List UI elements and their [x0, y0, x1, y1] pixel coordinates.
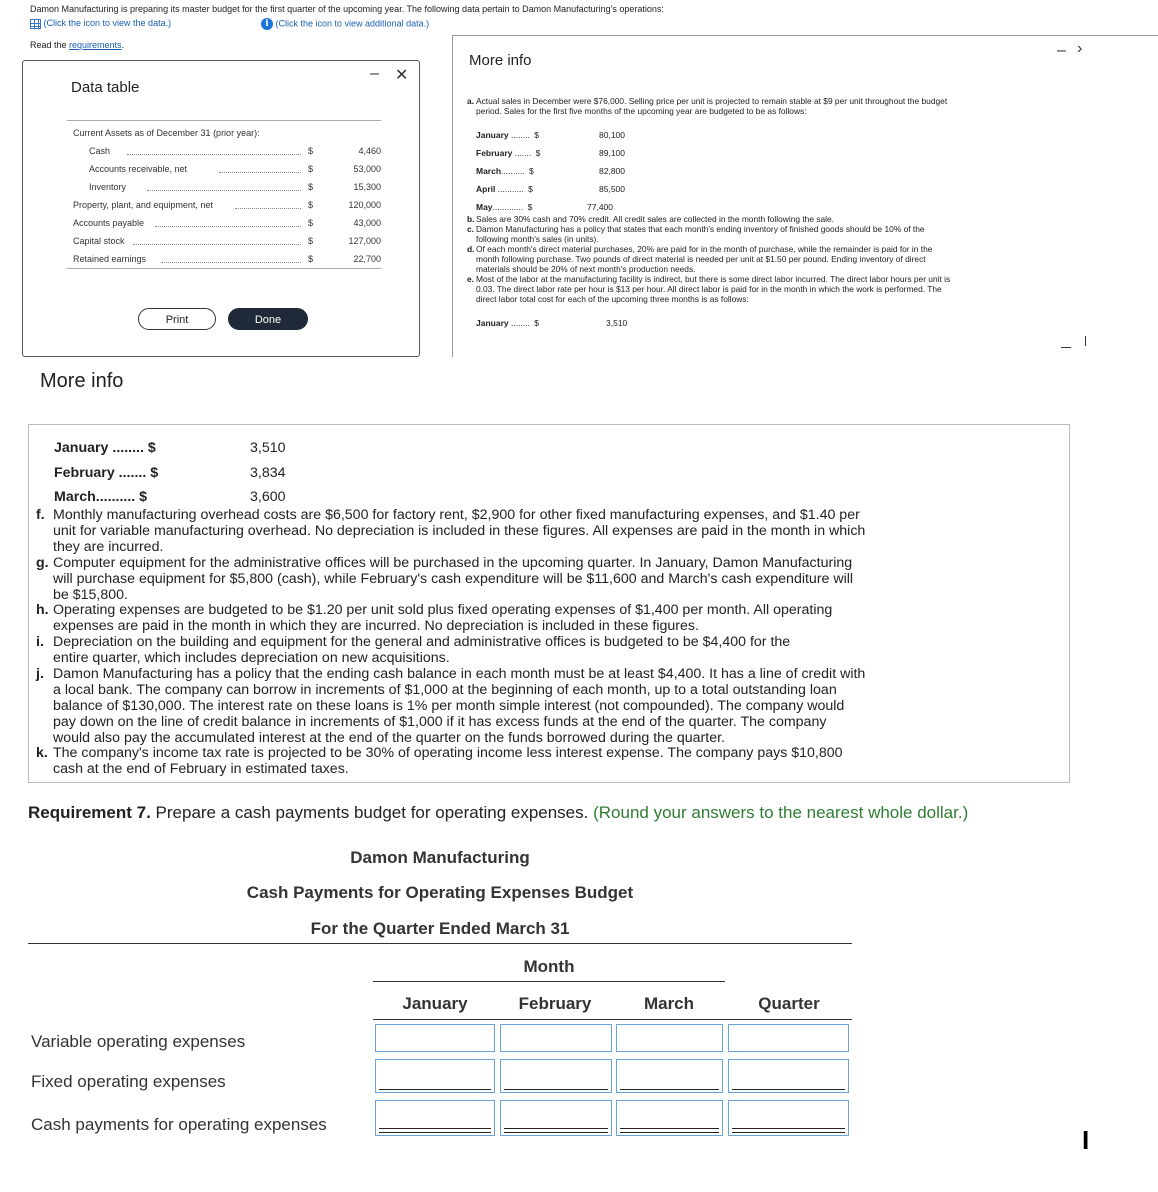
budget-period: For the Quarter Ended March 31: [310, 919, 570, 938]
sales-value: 85,500: [599, 184, 625, 194]
table-row: Accounts receivable, net $ 53,000: [89, 164, 381, 174]
info-link[interactable]: (Click the icon to view additional data.): [275, 18, 430, 29]
sales-row: February ....... $: [476, 148, 541, 158]
close-button[interactable]: ›: [1077, 40, 1083, 57]
close-button[interactable]: ✕: [395, 67, 409, 84]
done-button[interactable]: Done: [228, 308, 308, 330]
requirement-text: Requirement 7. Prepare a cash payments budget for operating expenses. (Round your answers to the nearest whole dollar.): [28, 803, 969, 822]
table-row: Cash $ 4,460: [89, 146, 381, 156]
data-table-icon[interactable]: [30, 19, 41, 29]
total-january-input[interactable]: [375, 1100, 495, 1136]
variable-march-input[interactable]: [616, 1024, 723, 1052]
row-label-fixed: Fixed operating expenses: [31, 1072, 226, 1091]
table-row: Capital stock $ 127,000: [73, 236, 381, 246]
sales-row: January ........ $: [476, 130, 539, 140]
budget-title: Cash Payments for Operating Expenses Budget: [246, 883, 634, 902]
sales-value: 89,100: [599, 148, 625, 158]
labor-row: January ........ $: [54, 440, 156, 456]
info-link-row[interactable]: [261, 18, 429, 30]
total-february-input[interactable]: [500, 1100, 612, 1136]
labor-value: 3,834: [250, 465, 286, 481]
scroll-mark: [1085, 336, 1086, 346]
data-table-dialog: [22, 60, 420, 357]
labor-row: January ........ $: [476, 318, 539, 328]
table-heading: Current Assets as of December 31 (prior year):: [73, 128, 260, 138]
more-info-heading: More info: [40, 370, 124, 392]
total-march-input[interactable]: [616, 1100, 723, 1136]
table-row: Retained earnings $ 22,700: [73, 254, 381, 264]
sales-value: 80,100: [599, 130, 625, 140]
minimize-button[interactable]: –: [370, 65, 379, 82]
table-row: Inventory $ 15,300: [89, 182, 381, 192]
resize-mark: [1061, 347, 1071, 348]
total-quarter-input[interactable]: [728, 1100, 849, 1136]
col-march: March: [643, 994, 695, 1013]
row-label-total: Cash payments for operating expenses: [31, 1115, 327, 1134]
sales-row: March.......... $: [476, 166, 534, 176]
variable-february-input[interactable]: [500, 1024, 612, 1052]
labor-row: March.......... $: [54, 489, 148, 505]
table-bottom-rule: [67, 268, 381, 269]
dialog-title: More info: [469, 52, 532, 69]
sales-value: 77,400: [587, 202, 613, 212]
more-info-panel: January ........ $ 3,510 February ....... $ 3,834 March.......... $ 3,600 f. Monthly manufacturing overhead costs are $6,500 for factory rent, $2,900 for other fixed manufacturing expenses, and $1.40 per unit for variable manufacturing overhead. No depreciation is included in these figures. All expenses are paid in the month in which they are incurred. g. Computer equipment for the administrative offices will be purchased in the upcoming quarter. In January, Damon Manufacturing will purchase equipment for $5,800 (cash), while February's cash expenditure will be $11,600 and March's cash expenditure will be $15,800. h. Operating expenses are budgeted to be $1.20 per unit sold plus fixed operating expenses of $1,400 per month. All operating expenses are paid in the month in which they are incurred. No depreciation is included in these figures. i. Depreciation on the building and equipment for the general and administrative offices is budgeted to be $4,400 for the entire quarter, which includes depreciation on new acquisitions. j. Damon Manufacturing has a policy that the ending cash balance in each month must be at least $4,400. It has a line of credit with a local bank. The company can borrow in increments of $1,000 at the beginning of each month, up to a total outstanding loan balance of $130,000. The interest rate on these loans is 1% per month simple interest (not compounded). The company would pay down on the line of credit balance in increments of $1,000 if it has excess funds at the end of the quarter. The company would also pay the accumulated interest at the end of the quarter on the funds borrowed during the quarter. k. The company's income tax rate is projected to be 30% of operating income less interest expense. The company pays $10,800 cash at the end of February in estimated taxes.: [28, 424, 1070, 783]
text-cursor-icon: I: [1082, 1125, 1090, 1155]
data-link[interactable]: (Click the icon to view the data.): [43, 18, 172, 28]
table-row: Accounts payable $ 43,000: [73, 218, 381, 228]
read-requirements: Read the requirements.: [30, 40, 125, 50]
requirements-link[interactable]: requirements: [69, 40, 122, 50]
variable-january-input[interactable]: [375, 1024, 495, 1052]
print-button[interactable]: Print: [138, 308, 216, 330]
table-row: Property, plant, and equipment, net $ 120,000: [73, 200, 381, 210]
problem-intro: Damon Manufacturing is preparing its master budget for the first quarter of the upcoming year. The following data pertain to Damon Manufacturing's operations:: [30, 4, 664, 14]
dialog-title: Data table: [71, 79, 140, 96]
variable-quarter-input[interactable]: [728, 1024, 849, 1052]
info-icon[interactable]: i: [261, 18, 273, 30]
labor-value: 3,600: [250, 489, 286, 505]
table-top-rule: [67, 120, 381, 121]
column-rule: [373, 1019, 852, 1020]
minimize-button[interactable]: –: [1057, 42, 1066, 59]
company-name: Damon Manufacturing: [350, 848, 530, 867]
current-assets-table: [73, 128, 383, 268]
sales-value: 82,800: [599, 166, 625, 176]
more-info-content: a. Actual sales in December were $76,000. Selling price per unit is projected to remain stable at $9 per unit throughout the budget period. Sales for the first five months of the upcoming year are budgeted to be as follows: January ........ $ 80,100 February ....... $ 89,100 March.......... $ 82,800 April ........... $ 85,500 May............. $ 77,400 b. Sales are 30% cash and 70% credit. All credit sales are collected in the month following the sale. c. Damon Manufacturing has a policy that states that each month's ending inventory of finished goods should be 10% of the following month's sales (in units). d. Of each month's direct material purchases, 20% are paid for in the month of purchase, while the remainder is paid for in the month following purchase. Two pounds of direct material is needed per unit at $1.50 per pound. Ending inventory of direct materials should be 20% of next month's production needs. e. Most of the labor at the manufacturing facility is indirect, but there is some direct labor incurred. The direct labor hours per unit is 0.03. The direct labor rate per hour is $13 per hour. All direct labor is paid for in the month in which the work is performed. The direct labor total cost for each of the upcoming three months is as follows: January ........ $ 3,510: [467, 96, 951, 328]
labor-row: February ....... $: [54, 465, 159, 481]
sales-row: April ........... $: [476, 184, 533, 194]
col-february: February: [518, 994, 592, 1013]
sales-row: May............. $: [476, 202, 533, 212]
col-january: January: [402, 994, 468, 1013]
row-label-variable: Variable operating expenses: [31, 1032, 246, 1051]
labor-value: 3,510: [250, 440, 286, 456]
month-rule: [373, 981, 725, 982]
fixed-quarter-input[interactable]: [728, 1059, 849, 1093]
fixed-february-input[interactable]: [500, 1059, 612, 1093]
month-header: Month: [523, 957, 575, 976]
labor-value: 3,510: [606, 318, 628, 328]
data-link-row[interactable]: [30, 18, 171, 29]
header-rule: [28, 943, 852, 944]
fixed-march-input[interactable]: [616, 1059, 723, 1093]
more-info-dialog: [452, 35, 1158, 357]
fixed-january-input[interactable]: [375, 1059, 495, 1093]
col-quarter: Quarter: [758, 994, 820, 1013]
